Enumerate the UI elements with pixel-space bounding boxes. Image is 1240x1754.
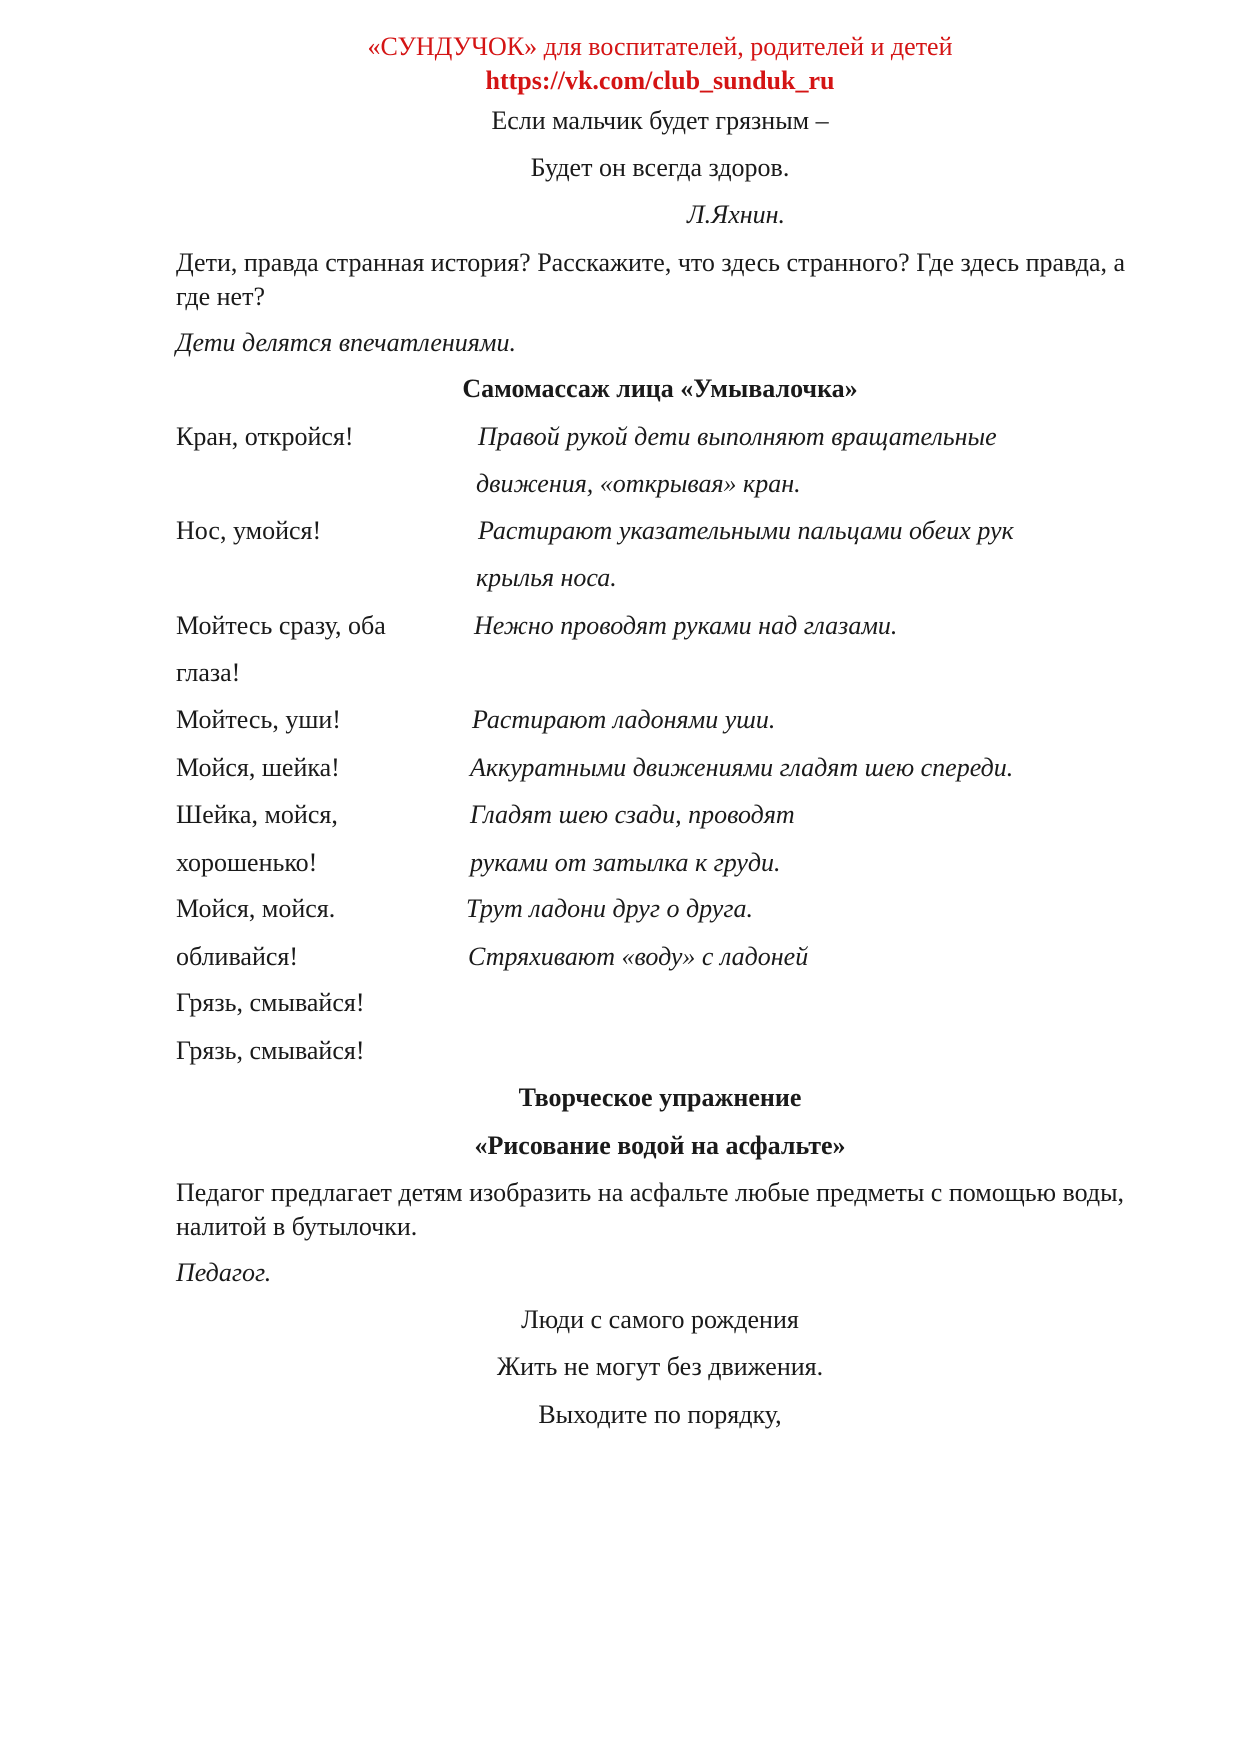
header-title: «СУНДУЧОК» для воспитателей, родителей и детей [367, 32, 953, 61]
massage-action: Трут ладони друг о друга. [466, 894, 753, 923]
poem-line: Люди с самого рождения [521, 1305, 799, 1334]
poem-line: Будет он всегда здоров. [530, 153, 790, 182]
massage-title: Самомассаж лица «Умывалочка» [462, 374, 858, 403]
massage-action: движения, «открывая» кран. [476, 469, 801, 498]
question-paragraph: Дети, правда странная история? Расскажите, что здесь странного? Где здесь правда, а где нет? [176, 248, 1126, 311]
poem-author: Л.Яхнин. [687, 200, 786, 229]
massage-phrase: Нос, умойся! [176, 516, 322, 545]
massage-phrase: Грязь, смывайся! [176, 988, 365, 1017]
exercise-subtitle: «Рисование водой на асфальте» [474, 1131, 846, 1160]
massage-action: Растирают указательными пальцами обеих рук [478, 516, 1014, 545]
massage-action: Стряхивают «воду» с ладоней [468, 942, 809, 971]
massage-phrase: Мойтесь сразу, оба [176, 611, 386, 640]
massage-action: Гладят шею сзади, проводят [470, 800, 795, 829]
speaker-label: Педагог. [176, 1258, 272, 1287]
massage-action: руками от затылка к груди. [470, 848, 781, 877]
massage-action: Правой рукой дети выполняют вращательные [478, 422, 997, 451]
massage-phrase: Грязь, смывайся! [176, 1036, 365, 1065]
poem-line: Жить не могут без движения. [496, 1352, 824, 1381]
massage-phrase: Мойся, шейка! [176, 753, 340, 782]
massage-phrase: Мойтесь, уши! [176, 705, 341, 734]
children-reaction: Дети делятся впечатлениями. [176, 328, 516, 357]
massage-phrase: Шейка, мойся, [176, 800, 338, 829]
poem-line: Выходите по порядку, [538, 1400, 782, 1429]
massage-phrase: глаза! [176, 658, 241, 687]
massage-phrase: хорошенько! [176, 848, 318, 877]
poem-line: Если мальчик будет грязным – [491, 106, 829, 135]
header-link[interactable]: https://vk.com/club_sunduk_ru [485, 66, 835, 95]
exercise-title: Творческое упражнение [518, 1083, 802, 1112]
massage-phrase: обливайся! [176, 942, 299, 971]
exercise-paragraph: Педагог предлагает детям изобразить на асфальте любые предметы с помощью воды, налитой в бутылочки. [176, 1178, 1125, 1241]
massage-action: Нежно проводят руками над глазами. [474, 611, 898, 640]
massage-action: Аккуратными движениями гладят шею спереди. [470, 753, 1014, 782]
massage-action: Растирают ладонями уши. [472, 705, 776, 734]
site-header [0, 30, 1240, 98]
massage-phrase: Мойся, мойся. [176, 894, 336, 923]
massage-phrase: Кран, откройся! [176, 422, 354, 451]
massage-action: крылья носа. [476, 563, 617, 592]
